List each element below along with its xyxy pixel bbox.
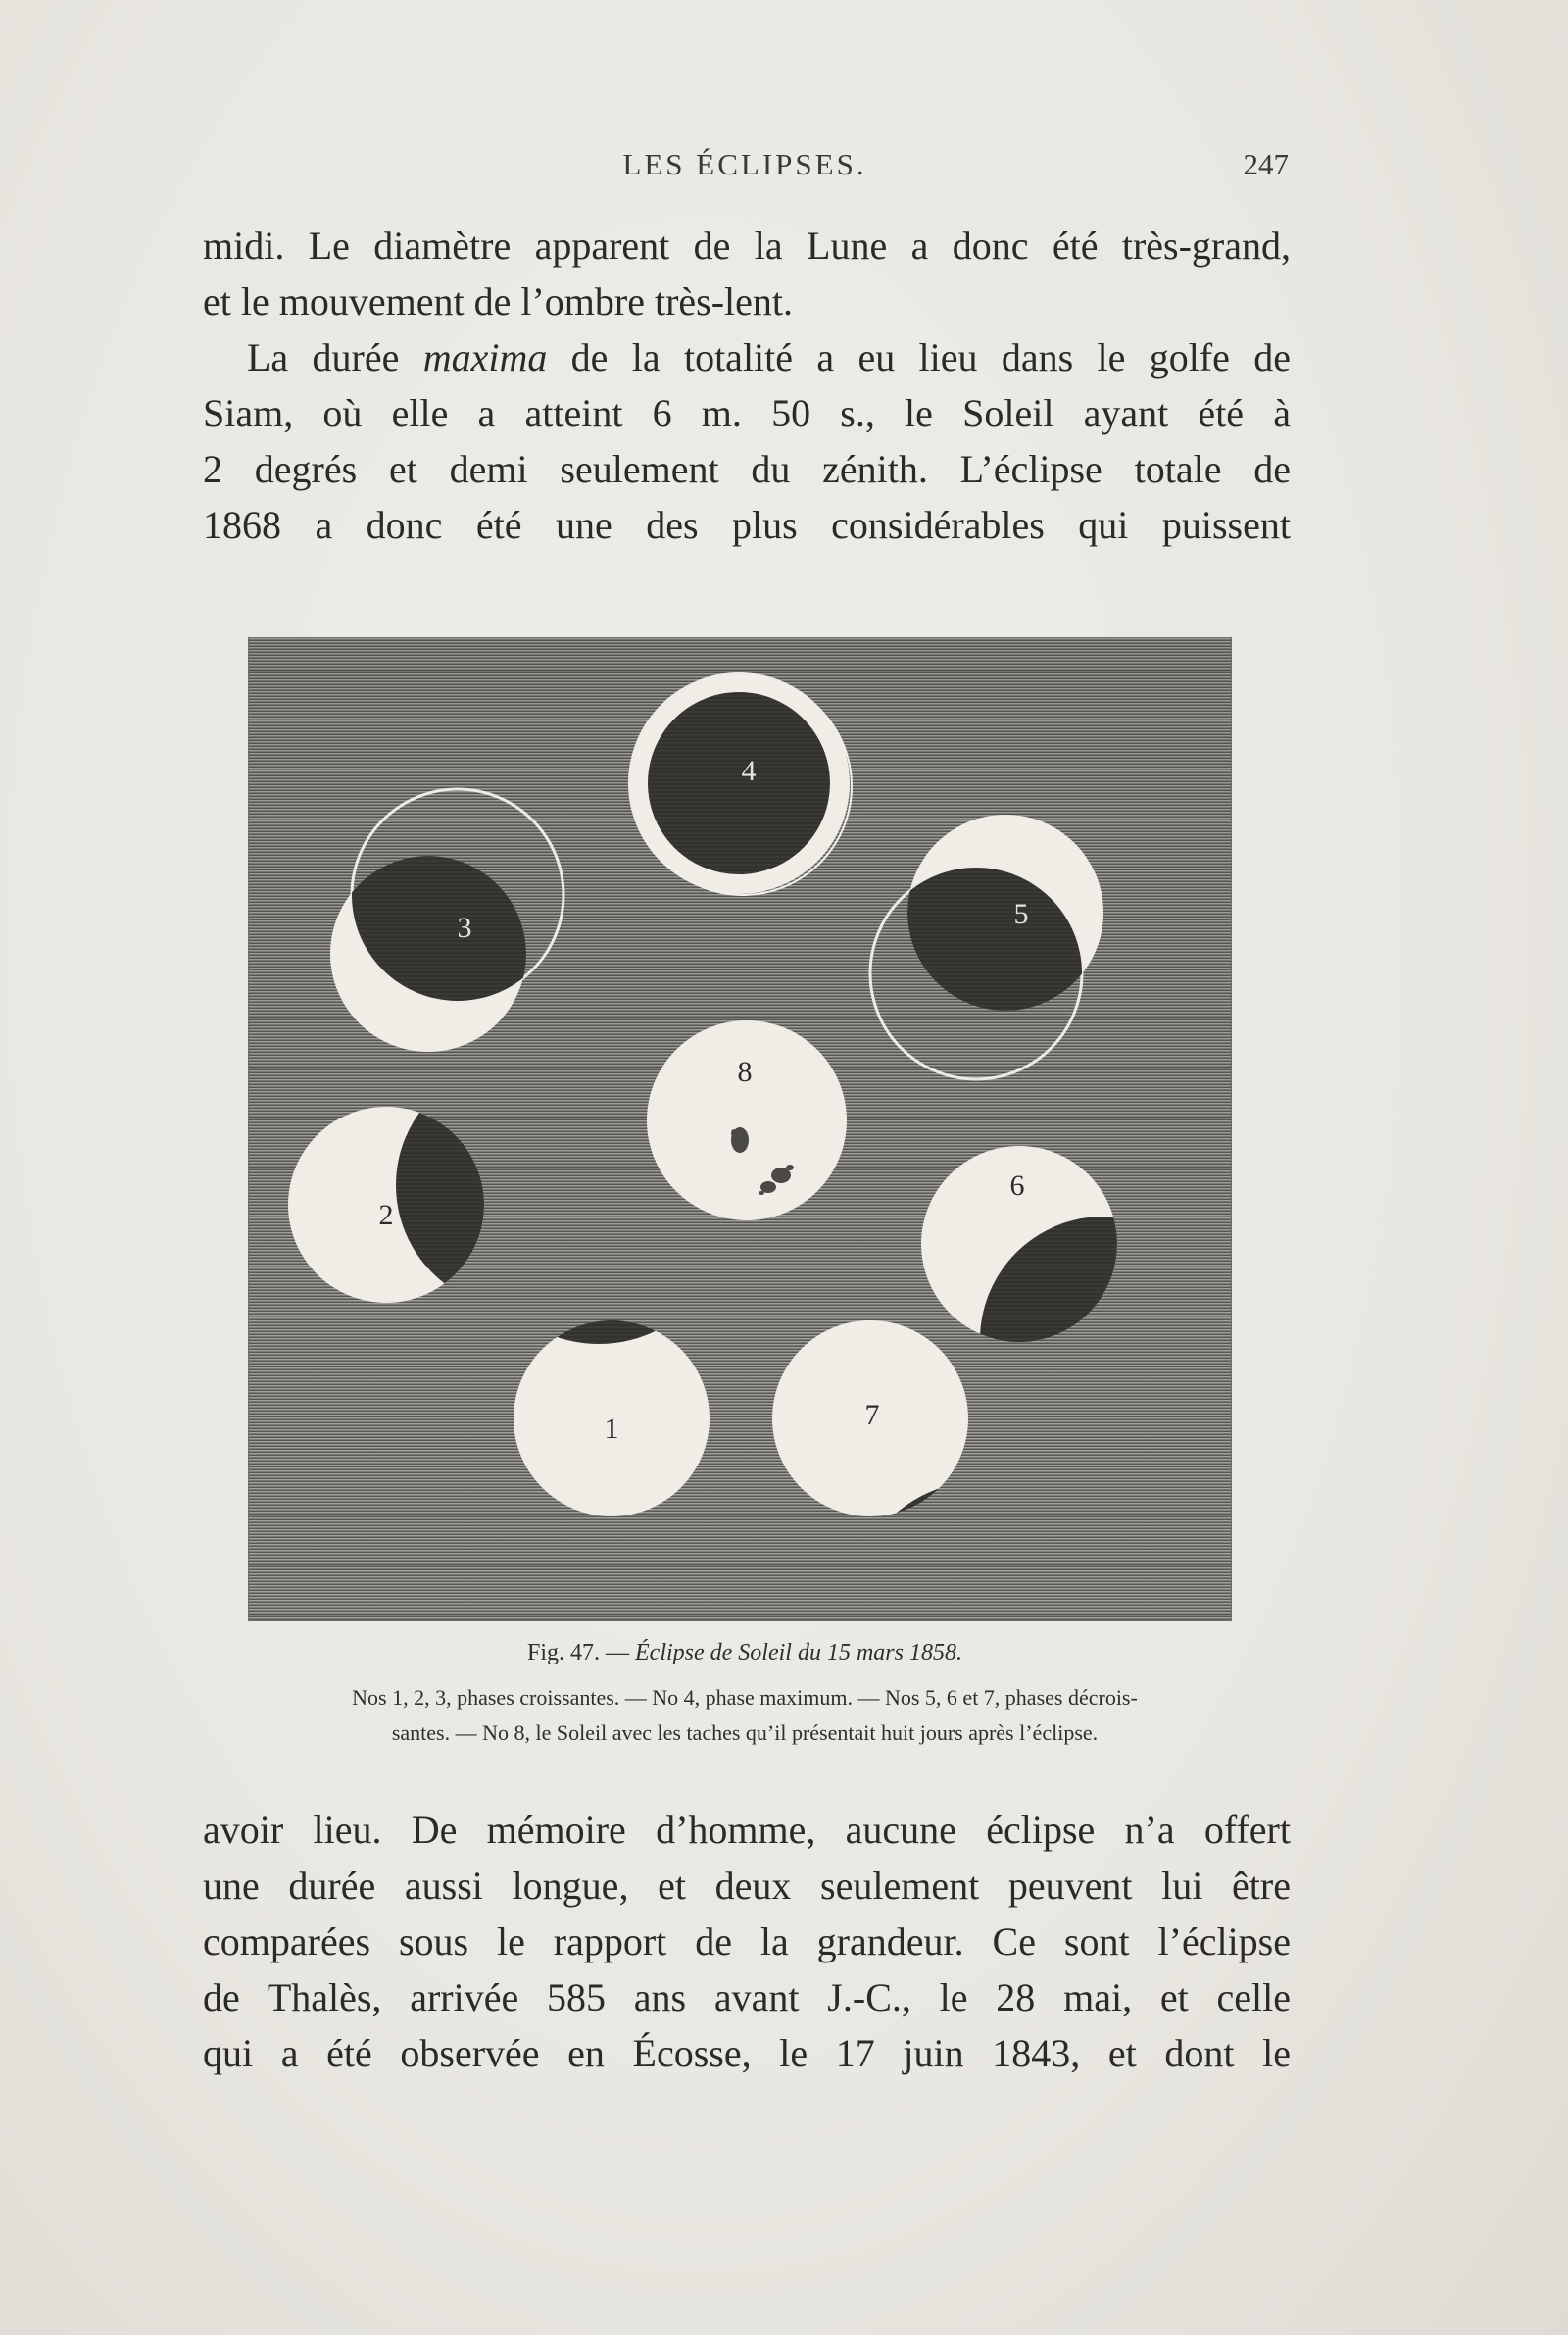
running-title: LES ÉCLIPSES. bbox=[622, 147, 867, 181]
caption-legend-line: Nos 1, 2, 3, phases croissantes. — No 4, phase maximum. — Nos 5, 6 et 7, phases décrois- bbox=[352, 1685, 1138, 1710]
caption-title-italic: Éclipse de Soleil du 15 mars 1858. bbox=[635, 1640, 962, 1665]
moon-disc bbox=[648, 692, 830, 874]
text-line: et le mouvement de l’ombre très-lent. bbox=[203, 279, 794, 323]
text-line: Siam, où elle a atteint 6 m. 50 s., le Soleil ayant été à bbox=[203, 391, 1291, 435]
caption-prefix: Fig. 47. — bbox=[527, 1640, 636, 1665]
text-line: 2 degrés et demi seulement du zénith. L’éclipse totale de bbox=[203, 447, 1291, 491]
text-line: qui a été observée en Écosse, le 17 juin 1843, et dont le bbox=[203, 2031, 1291, 2075]
text-line: midi. Le diamètre apparent de la Lune a donc été très-grand, bbox=[203, 224, 1291, 268]
text-line: avoir lieu. De mémoire d’homme, aucune éclipse n’a offert bbox=[203, 1808, 1291, 1852]
text-line: 1868 a donc été une des plus considérables qui puissent bbox=[203, 503, 1291, 547]
figure-caption-title bbox=[201, 1640, 1289, 1666]
text-line: de Thalès, arrivée 585 ans avant J.-C., le 28 mai, et celle bbox=[203, 1975, 1291, 2019]
phase-2 bbox=[288, 1062, 643, 1309]
bottom-text-block bbox=[203, 1802, 1291, 2081]
label-5: 5 bbox=[1013, 898, 1029, 930]
phase-8 bbox=[647, 1020, 847, 1220]
caption-legend-line: santes. — No 8, le Soleil avec les taches qu’il présentait huit jours après l’éclipse. bbox=[391, 1720, 1099, 1745]
page-number: 247 bbox=[1243, 147, 1289, 181]
phase-4 bbox=[628, 672, 852, 895]
text-fragment: La durée bbox=[247, 335, 423, 379]
running-head bbox=[201, 147, 1289, 196]
text-fragment: de la totalité a eu lieu dans le golfe de bbox=[547, 335, 1291, 379]
phase-5 bbox=[870, 815, 1103, 1079]
label-3: 3 bbox=[457, 912, 472, 944]
label-8: 8 bbox=[737, 1056, 753, 1088]
phase-3 bbox=[330, 789, 564, 1052]
paragraph-comparison bbox=[203, 1802, 1291, 2081]
italic-term: maxima bbox=[422, 335, 548, 379]
paragraph-continuation bbox=[203, 218, 1291, 329]
label-4: 4 bbox=[741, 755, 757, 787]
label-6: 6 bbox=[1009, 1169, 1025, 1202]
text-line: une durée aussi longue, et deux seulement peuvent lui être bbox=[203, 1863, 1291, 1908]
sun-disc bbox=[647, 1020, 847, 1220]
text-line: comparées sous le rapport de la grandeur. Ce sont l’éclipse bbox=[203, 1919, 1291, 1963]
top-text-block bbox=[203, 218, 1291, 553]
phase-7 bbox=[772, 1320, 1113, 1620]
figure-caption-legend bbox=[201, 1680, 1289, 1751]
label-2: 2 bbox=[378, 1199, 394, 1231]
label-1: 1 bbox=[604, 1413, 619, 1445]
paragraph-duration bbox=[203, 329, 1291, 553]
moon-overlap bbox=[396, 1062, 643, 1309]
eclipse-phases-illustration bbox=[249, 638, 1231, 1620]
text-line bbox=[203, 329, 1291, 385]
label-7: 7 bbox=[864, 1399, 880, 1431]
moon-overlap bbox=[980, 1217, 1227, 1464]
eclipse-figure bbox=[248, 637, 1232, 1621]
